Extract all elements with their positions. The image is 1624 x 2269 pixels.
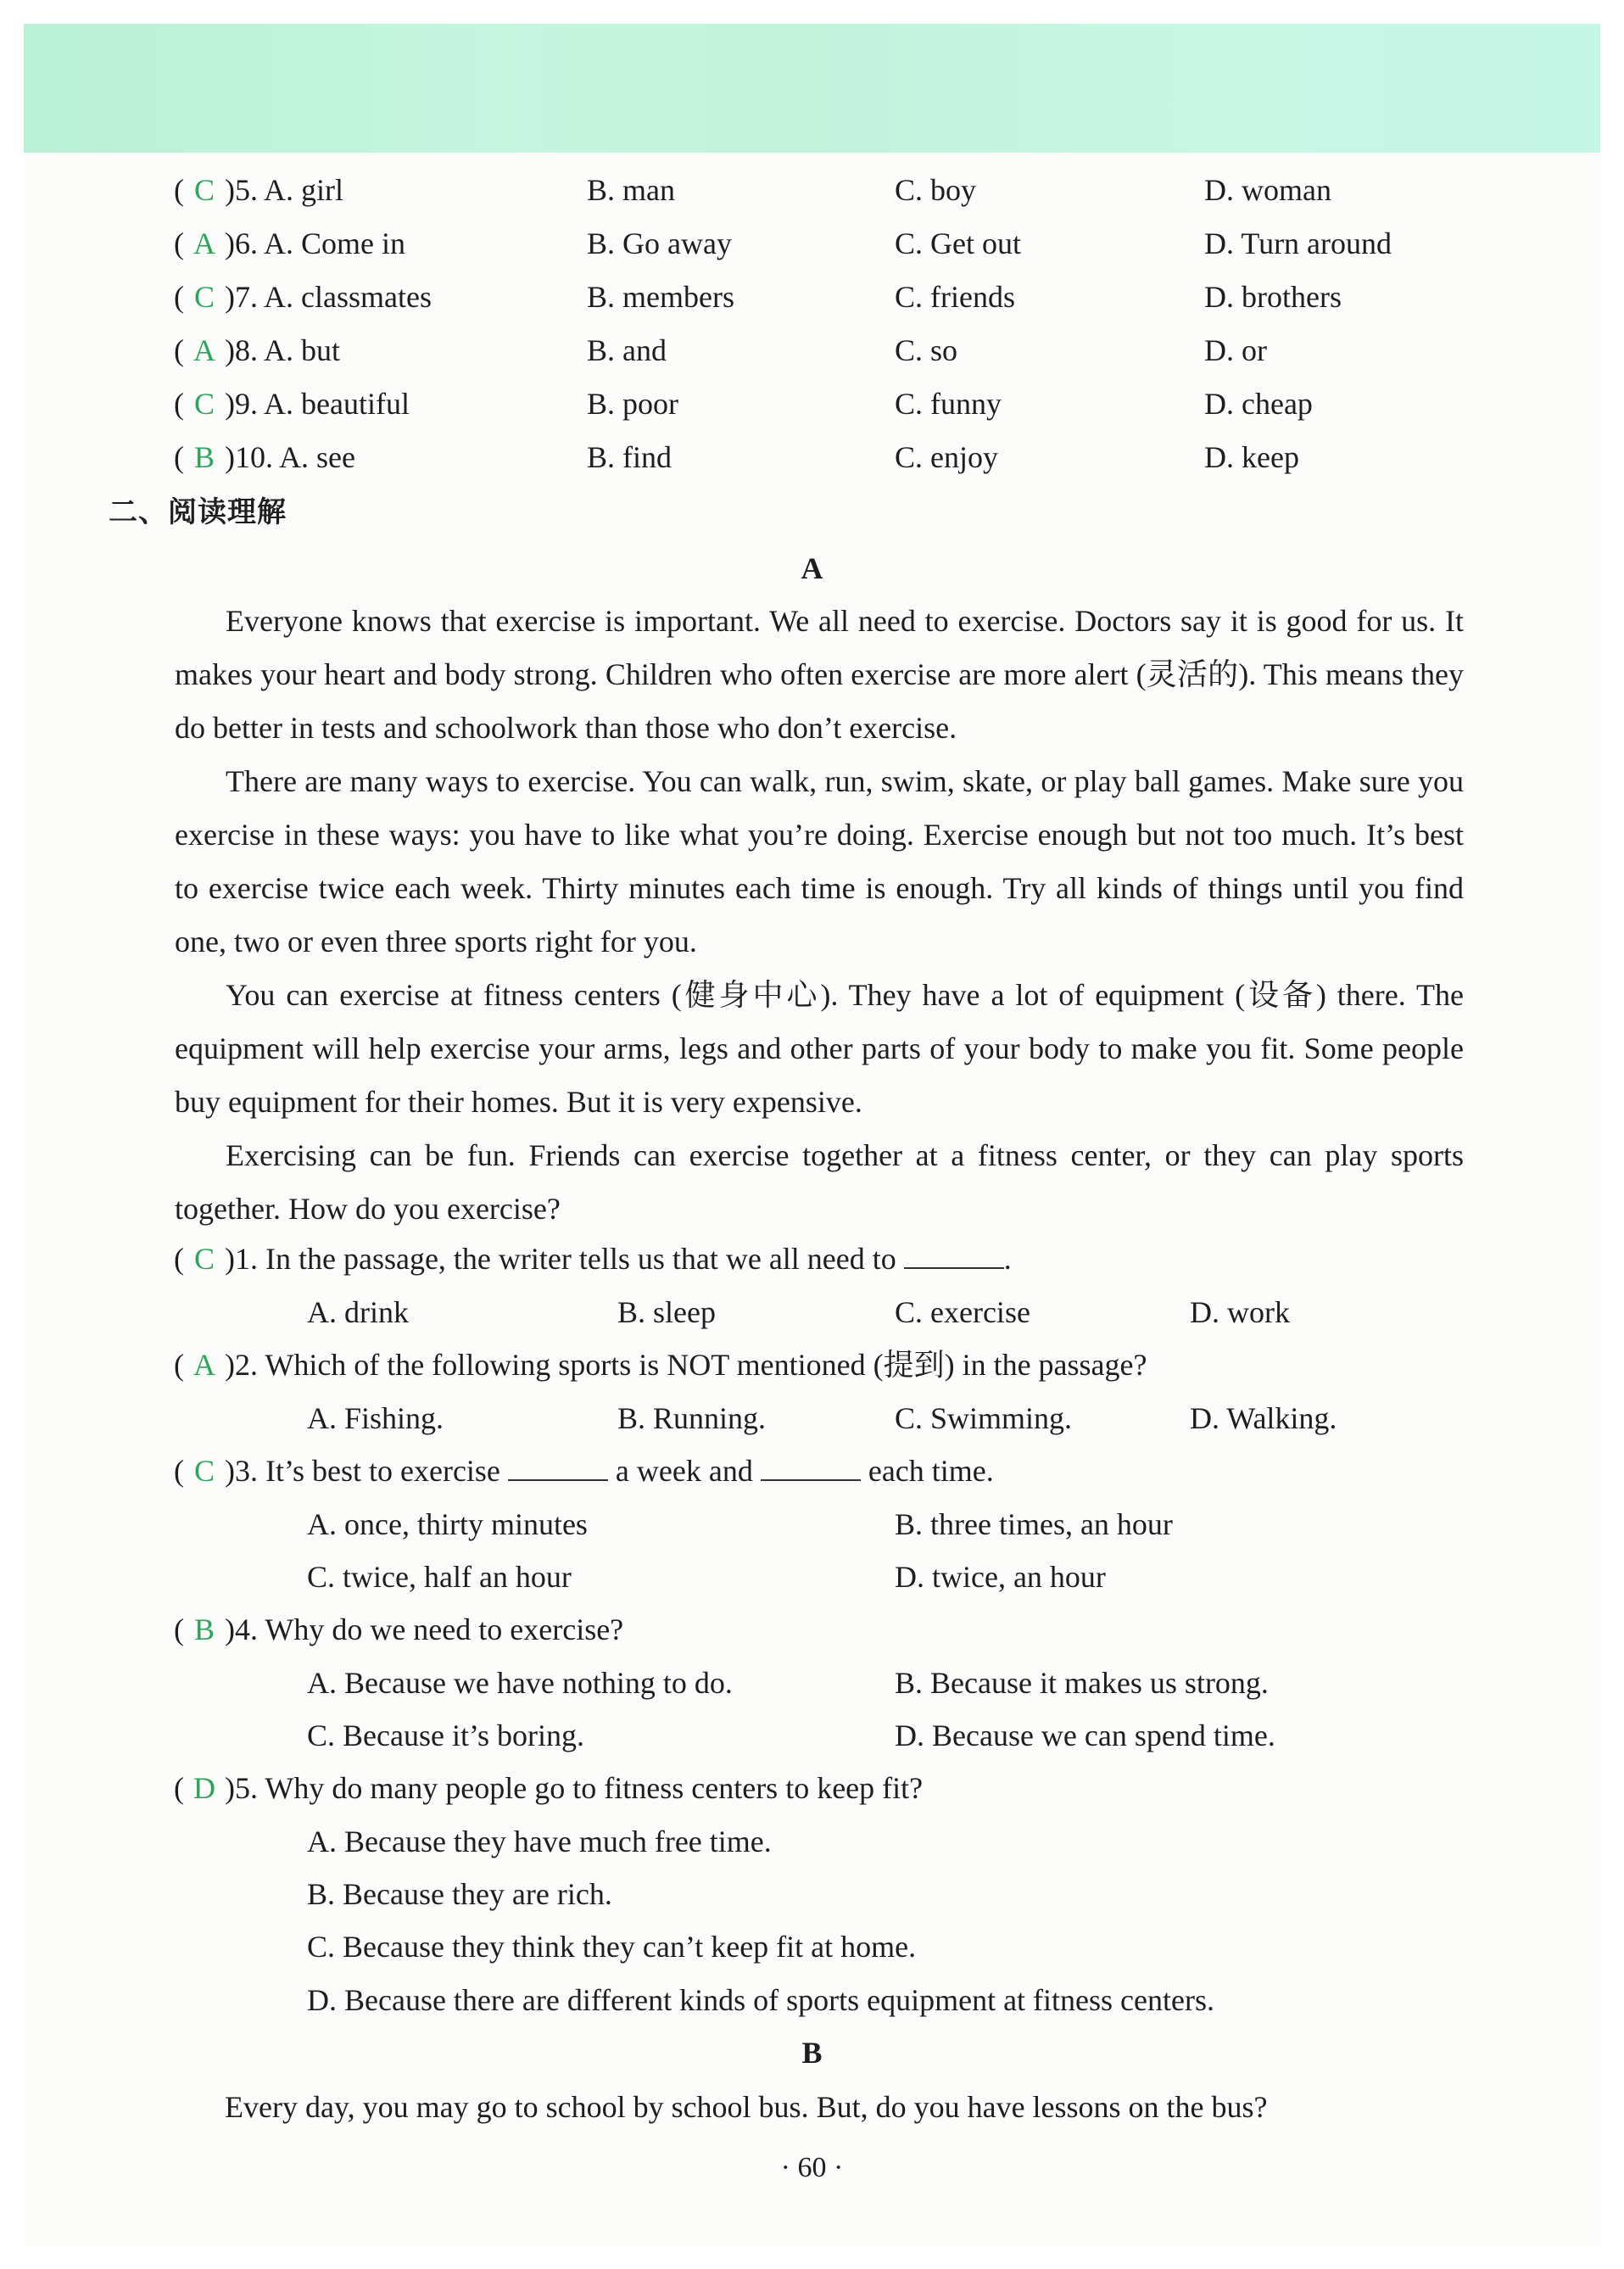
stem-end: each time.	[868, 1454, 994, 1488]
q2-option-b: B. Running.	[617, 1401, 767, 1435]
answer-letter: B	[193, 1612, 215, 1646]
paren-open: (	[174, 226, 184, 260]
passage-a-title: A	[801, 551, 823, 585]
paren-open: (	[174, 387, 184, 421]
answer-blank	[761, 1454, 861, 1481]
question-stem: 2. Which of the following sports is NOT mentioned (提到) in the passage?	[235, 1348, 1147, 1382]
option-c: C. Get out	[895, 226, 1021, 260]
answer-letter: C	[193, 1454, 215, 1488]
option-a: A. girl	[264, 173, 344, 207]
option-c: C. boy	[895, 173, 977, 207]
paren-close: )	[225, 1454, 235, 1488]
option-a: A. classmates	[264, 280, 432, 314]
option-d: D. woman	[1204, 173, 1331, 207]
option-d: D. Turn around	[1204, 226, 1392, 260]
stem-mid: a week and	[615, 1454, 753, 1488]
cloze-item	[174, 171, 343, 209]
question-5	[174, 1769, 923, 1807]
paren-open: (	[174, 1348, 184, 1382]
passage-a-paragraph-3: You can exercise at fitness centers (健身中心). They have a lot of equipment (设备) there. The equipment will help exercise your arms, legs and other parts of your body to make you fit. Some people buy equipment for their homes. But it is very expensive.	[175, 978, 1464, 1119]
paren-open: (	[174, 1612, 184, 1646]
q2-option-c: C. Swimming.	[895, 1401, 1073, 1435]
cloze-item	[174, 225, 405, 262]
q2-option-a: A. Fishing.	[307, 1401, 444, 1435]
q5-option-b: B. Because they are rich.	[307, 1877, 612, 1911]
q3-option-a: A. once, thirty minutes	[307, 1507, 588, 1541]
option-c: C. so	[895, 333, 958, 367]
question-stem: 4. Why do we need to exercise?	[235, 1612, 624, 1646]
q3-option-c: C. twice, half an hour	[307, 1560, 572, 1594]
q1-option-c: C. exercise	[895, 1295, 1030, 1329]
passage-a-paragraph-4: Exercising can be fun. Friends can exercise together at a fitness center, or they can play sports together. How do you exercise?	[175, 1138, 1464, 1226]
paren-close: )	[225, 173, 235, 207]
option-c: C. enjoy	[895, 440, 998, 474]
q4-option-a: A. Because we have nothing to do.	[307, 1666, 733, 1700]
answer-letter: A	[193, 1348, 215, 1382]
item-number: 8.	[235, 333, 258, 367]
answer-letter: C	[193, 1242, 215, 1276]
answer-blank	[904, 1242, 1004, 1269]
option-d: D. or	[1204, 333, 1267, 367]
q5-option-d: D. Because there are different kinds of sports equipment at fitness centers.	[307, 1983, 1214, 2017]
option-d: D. keep	[1204, 440, 1299, 474]
option-b: B. members	[587, 280, 734, 314]
question-1	[174, 1240, 1012, 1277]
option-b: B. Go away	[587, 226, 732, 260]
q1-option-b: B. sleep	[617, 1295, 716, 1329]
q2-option-d: D. Walking.	[1190, 1401, 1337, 1435]
question-4	[174, 1611, 623, 1648]
option-b: B. man	[587, 173, 675, 207]
cloze-item	[174, 439, 355, 476]
q4-option-c: C. Because it’s boring.	[307, 1719, 584, 1752]
answer-letter: A	[193, 333, 215, 367]
q5-option-a: A. Because they have much free time.	[307, 1825, 772, 1858]
paren-close: )	[225, 387, 235, 421]
item-number: 7.	[235, 280, 258, 314]
answer-blank	[508, 1454, 608, 1481]
q4-option-b: B. Because it makes us strong.	[895, 1666, 1269, 1700]
passage-b-first-line: Every day, you may go to school by school bus. But, do you have lessons on the bus?	[225, 2090, 1268, 2124]
paren-close: )	[225, 440, 235, 474]
stem-end: .	[1003, 1242, 1012, 1276]
passage-b-title: B	[801, 2036, 823, 2070]
item-number: 6.	[235, 226, 258, 260]
answer-letter: A	[193, 226, 215, 260]
paren-close: )	[225, 1242, 235, 1276]
page-number: · 60 ·	[780, 2152, 844, 2183]
question-stem: 1. In the passage, the writer tells us that we all need to	[235, 1242, 896, 1276]
answer-letter: B	[193, 440, 215, 474]
paren-close: )	[225, 226, 235, 260]
cloze-item	[174, 278, 432, 316]
q3-option-d: D. twice, an hour	[895, 1560, 1106, 1594]
paren-open: (	[174, 1771, 184, 1805]
option-b: B. poor	[587, 387, 678, 421]
item-number: 5.	[235, 173, 258, 207]
paren-close: )	[225, 280, 235, 314]
item-number: 10.	[235, 440, 273, 474]
paren-open: (	[174, 1242, 184, 1276]
question-stem: 5. Why do many people go to fitness centers to keep fit?	[235, 1771, 924, 1805]
paren-open: (	[174, 333, 184, 367]
question-stem: 3. It’s best to exercise	[235, 1454, 500, 1488]
q1-option-d: D. work	[1190, 1295, 1290, 1329]
paren-close: )	[225, 333, 235, 367]
option-a: A. see	[279, 440, 355, 474]
option-d: D. cheap	[1204, 387, 1313, 421]
paren-open: (	[174, 173, 184, 207]
answer-letter: C	[193, 280, 215, 314]
option-c: C. funny	[895, 387, 1002, 421]
answer-letter: D	[193, 1771, 215, 1805]
option-a: A. Come in	[264, 226, 406, 260]
q1-option-a: A. drink	[307, 1295, 409, 1329]
section-heading: 二、阅读理解	[109, 495, 287, 529]
option-d: D. brothers	[1204, 280, 1342, 314]
answer-letter: C	[193, 387, 215, 421]
q5-option-c: C. Because they think they can’t keep fit at home.	[307, 1930, 917, 1964]
paren-open: (	[174, 280, 184, 314]
paren-open: (	[174, 440, 184, 474]
question-3	[174, 1452, 994, 1489]
option-b: B. and	[587, 333, 667, 367]
q3-option-b: B. three times, an hour	[895, 1507, 1173, 1541]
cloze-item	[174, 332, 340, 369]
paren-close: )	[225, 1612, 235, 1646]
option-c: C. friends	[895, 280, 1015, 314]
paren-open: (	[174, 1454, 184, 1488]
paren-close: )	[225, 1348, 235, 1382]
item-number: 9.	[235, 387, 258, 421]
paren-close: )	[225, 1771, 235, 1805]
question-2	[174, 1346, 1147, 1383]
passage-a-paragraph-2: There are many ways to exercise. You can walk, run, swim, skate, or play ball games. Make sure you exercise in these ways: you have to like what you’re doing. Exercise enough but not too much. It’s best to exercise twice each week. Thirty minutes each time is enough. Try all kinds of things until you find one, two or even three sports right for you.	[175, 764, 1464, 958]
header-band	[24, 24, 1600, 153]
q4-option-d: D. Because we can spend time.	[895, 1719, 1275, 1752]
passage-a-paragraph-1: Everyone knows that exercise is important. We all need to exercise. Doctors say it is good for us. It makes your heart and body strong. Children who often exercise are more alert (灵活的). This means they do better in tests and schoolwork than those who don’t exercise.	[175, 604, 1464, 745]
answer-letter: C	[193, 173, 215, 207]
option-b: B. find	[587, 440, 672, 474]
option-a: A. but	[264, 333, 341, 367]
option-a: A. beautiful	[264, 387, 410, 421]
cloze-item	[174, 385, 410, 422]
